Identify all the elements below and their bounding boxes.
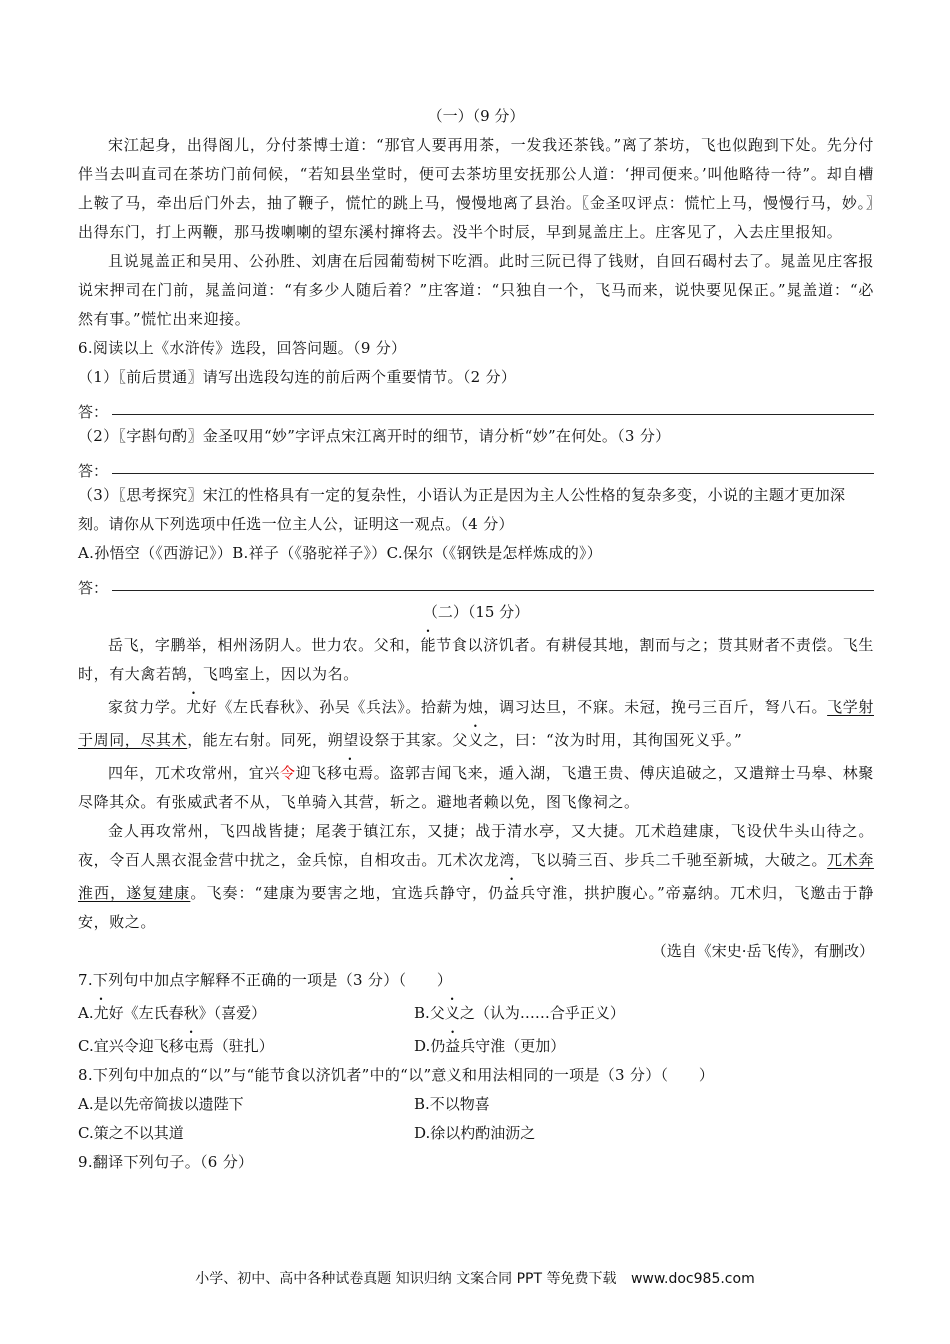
section1-heading: （一）（9 分）: [427, 107, 525, 125]
dotted-char: 益: [504, 884, 521, 902]
section2-paragraph-4: 金人再攻常州，飞四战皆捷；尾袭于镇江东，又捷；战于清水亭，又大捷。兀术趋建康，飞设伏牛头山待之。夜，令百人黑衣混金营中扰之，金兵惊，自相攻击。兀术次龙湾，飞以骑三百、步兵二千驰至新城，大破之。兀术奔淮西，遂复建康。飞奏：“建康为要害之地，宜选兵静守，仍益兵守淮，拱护腹心。”帝嘉纳。兀术归，飞邀击于静安，败之。: [78, 822, 874, 931]
answer-rule: [112, 589, 874, 591]
option-8C: C.策之不以其道: [78, 1124, 184, 1142]
question-9-stem: 9.翻译下列句子。（6 分）: [78, 1153, 254, 1171]
highlighted-char: 令: [279, 764, 296, 782]
dotted-char: 义: [468, 731, 484, 749]
section1-paragraph-1: 宋江起身，出得阁儿，分付茶博士道：“那官人要再用茶，一发我还茶钱。”离了茶坊，飞也似跑到下处。先分付伴当去叫直司在茶坊门前伺候，“若知县坐堂时，便可去茶坊里安抚那公人道：‘押司便来。’叫他略待一待”。却自槽上鞍了马，牵出后门外去，抽了鞭子，慌忙的跳上马，慢慢地离了县治。〖金圣叹评点：慌忙上马，慢慢行马，妙。〗出得东门，打上两鞭，那马拨喇喇的望东溪村撺将去。没半个时辰，早到晁盖庄上。庄客见了，入去庄里报知。: [78, 136, 874, 241]
option-7B: B.父义之（认为……合乎正义）: [414, 1004, 625, 1022]
exam-page: [78, 100, 874, 1177]
option-7D: D.仍益兵守淮（更加）: [414, 1037, 566, 1055]
dotted-char: 尤: [186, 698, 202, 716]
section2-paragraph-1: 岳飞，字鹏举，相州汤阴人。世力农。父和，能节食以济饥者。有耕侵其地，割而与之；贳其财者不责偿。飞生时，有大禽若鹄，飞鸣室上，因以为名。: [78, 636, 874, 683]
answer-line-3: [78, 568, 874, 598]
dotted-char: 能: [420, 636, 437, 654]
underlined-sentence: 飞学射于周同，尽其术: [78, 698, 874, 749]
question-7-stem: 7.下列句中加点字解释不正确的一项是（3 分）（ ）: [78, 971, 453, 989]
answer-label: 答：: [78, 579, 109, 597]
dotted-char: 屯: [342, 764, 359, 782]
option-8B: B.不以物喜: [414, 1095, 490, 1113]
section2-heading: （二）（15 分）: [422, 603, 530, 621]
option-8D: D.徐以杓酌油沥之: [414, 1124, 536, 1142]
answer-rule: [112, 413, 874, 415]
source-citation: （选自《宋史·岳飞传》，有删改）: [651, 942, 874, 960]
answer-label: 答：: [78, 462, 109, 480]
underlined-sentence: 兀术奔淮西，遂复建康: [78, 851, 874, 902]
question-6-stem: 6.阅读以上《水浒传》选段，回答问题。（9 分）: [78, 339, 407, 357]
section2-paragraph-3: 四年，兀术攻常州，宜兴令迎飞移屯焉。盗郭吉闻飞来，遁入湖，飞遣王贵、傅庆追破之，又遣辩士马皋、林聚尽降其众。有张威武者不从，飞单骑入其营，斩之。避地者赖以免，图飞像祠之。: [78, 764, 874, 811]
answer-line-2: [78, 451, 874, 481]
option-7C: C.宜兴令迎飞移屯焉（驻扎）: [78, 1037, 274, 1055]
page-footer: [0, 1268, 950, 1288]
question-6-sub3: （3）〖思考探究〗宋江的性格具有一定的复杂性，小语认为正是因为主人公性格的复杂多变，小说的主题才更加深刻。请你从下列选项中任选一位主人公，证明这一观点。（4 分）: [78, 486, 846, 533]
footer-text: 小学、初中、高中各种试卷真题 知识归纳 文案合同 PPT 等免费下载: [195, 1271, 617, 1287]
question-7-options-row-2: [78, 1028, 874, 1061]
question-6-sub2: （2）〖字斟句酌〗金圣叹用“妙”字评点宋江离开时的细节，请分析“妙”在何处。（3 分）: [78, 427, 671, 445]
question-6-sub1: （1）〖前后贯通〗请写出选段勾连的前后两个重要情节。（2 分）: [78, 368, 517, 386]
section1-paragraph-2: 且说晁盖正和吴用、公孙胜、刘唐在后园葡萄树下吃酒。此时三阮已得了钱财，自回石碣村去了。晁盖见庄客报说宋押司在门前，晁盖问道：“有多少人随后着？”庄客道：“只独自一个，飞马而来，说快要见保正。”晁盖道：“必然有事。”慌忙出来迎接。: [78, 252, 874, 328]
answer-line-1: [78, 392, 874, 422]
option-8A: A.是以先帝简拔以遗陛下: [78, 1095, 244, 1113]
section2-paragraph-2: 家贫力学。尤好《左氏春秋》、孙吴《兵法》。拾薪为烛，调习达旦，不寐。未冠，挽弓三百斤，弩八石。飞学射于周同，尽其术，能左右射。同死，朔望设祭于其家。父义之，曰：“汝为时用，其徇国死义乎。”: [78, 698, 874, 749]
answer-label: 答：: [78, 403, 109, 421]
question-8-options-row-1: [78, 1090, 874, 1119]
question-8-stem: 8.下列句中加点的“以”与“能节食以济饥者”中的“以”意义和用法相同的一项是（3 分）（ ）: [78, 1066, 715, 1084]
option-7A: A.尤好《左氏春秋》（喜爱）: [78, 1004, 267, 1022]
question-8-options-row-2: [78, 1119, 874, 1148]
question-7-options-row-1: [78, 995, 874, 1028]
footer-url[interactable]: www.doc985.com: [630, 1271, 755, 1287]
answer-rule: [112, 472, 874, 474]
question-6-choices: A.孙悟空（《西游记》）B.祥子（《骆驼祥子》）C.保尔（《钢铁是怎样炼成的》）: [78, 544, 603, 562]
